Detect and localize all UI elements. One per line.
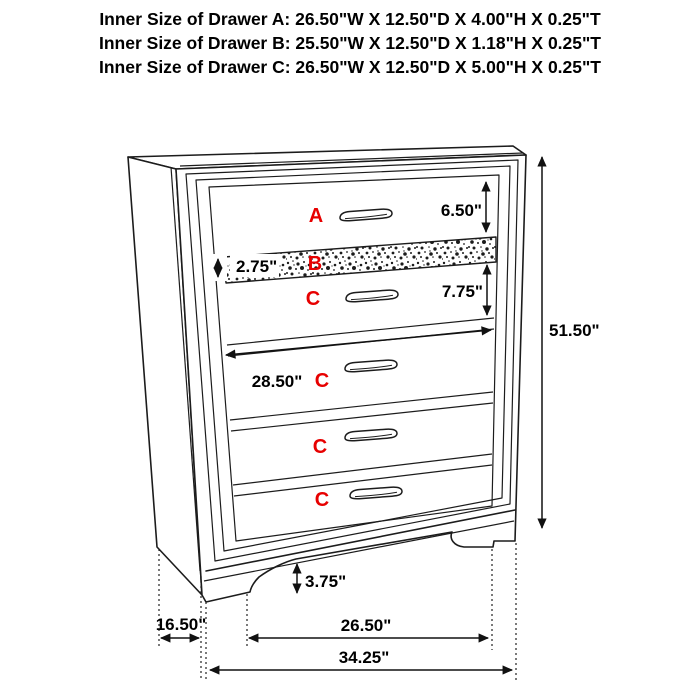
- drawer-b-label: B: [307, 253, 323, 275]
- drawer-c2-label: C: [314, 370, 330, 392]
- dim-label-opening-width: 28.50": [251, 372, 303, 391]
- dim-label-feet-span: 26.50": [340, 616, 392, 635]
- dim-label-drawer-a-height: 6.50": [440, 201, 482, 220]
- dim-label-drawer-b-height: 2.75": [236, 257, 278, 276]
- spec-line-drawer-a: Inner Size of Drawer A: 26.50"W X 12.50"D X 4.00"H X 0.25"T: [99, 9, 601, 29]
- dim-label-foot-height: 3.75": [305, 572, 347, 591]
- spec-line-drawer-c: Inner Size of Drawer C: 26.50"W X 12.50"D X 5.00"H X 0.25"T: [99, 57, 601, 77]
- label-backdrop: [211, 254, 227, 281]
- drawer-c4-label: C: [314, 489, 330, 511]
- dim-label-overall-width: 34.25": [338, 648, 390, 667]
- dim-label-side-depth: 16.50": [155, 615, 207, 634]
- dim-label-overall-height: 51.50": [549, 321, 600, 340]
- drawer-c3-label: C: [312, 436, 328, 458]
- drawer-a-label: A: [308, 205, 324, 227]
- dim-label-drawer-c-height: 7.75": [441, 282, 483, 301]
- spec-line-drawer-b: Inner Size of Drawer B: 25.50"W X 12.50"D X 1.18"H X 0.25"T: [99, 33, 601, 53]
- drawer-c1-label: C: [305, 288, 321, 310]
